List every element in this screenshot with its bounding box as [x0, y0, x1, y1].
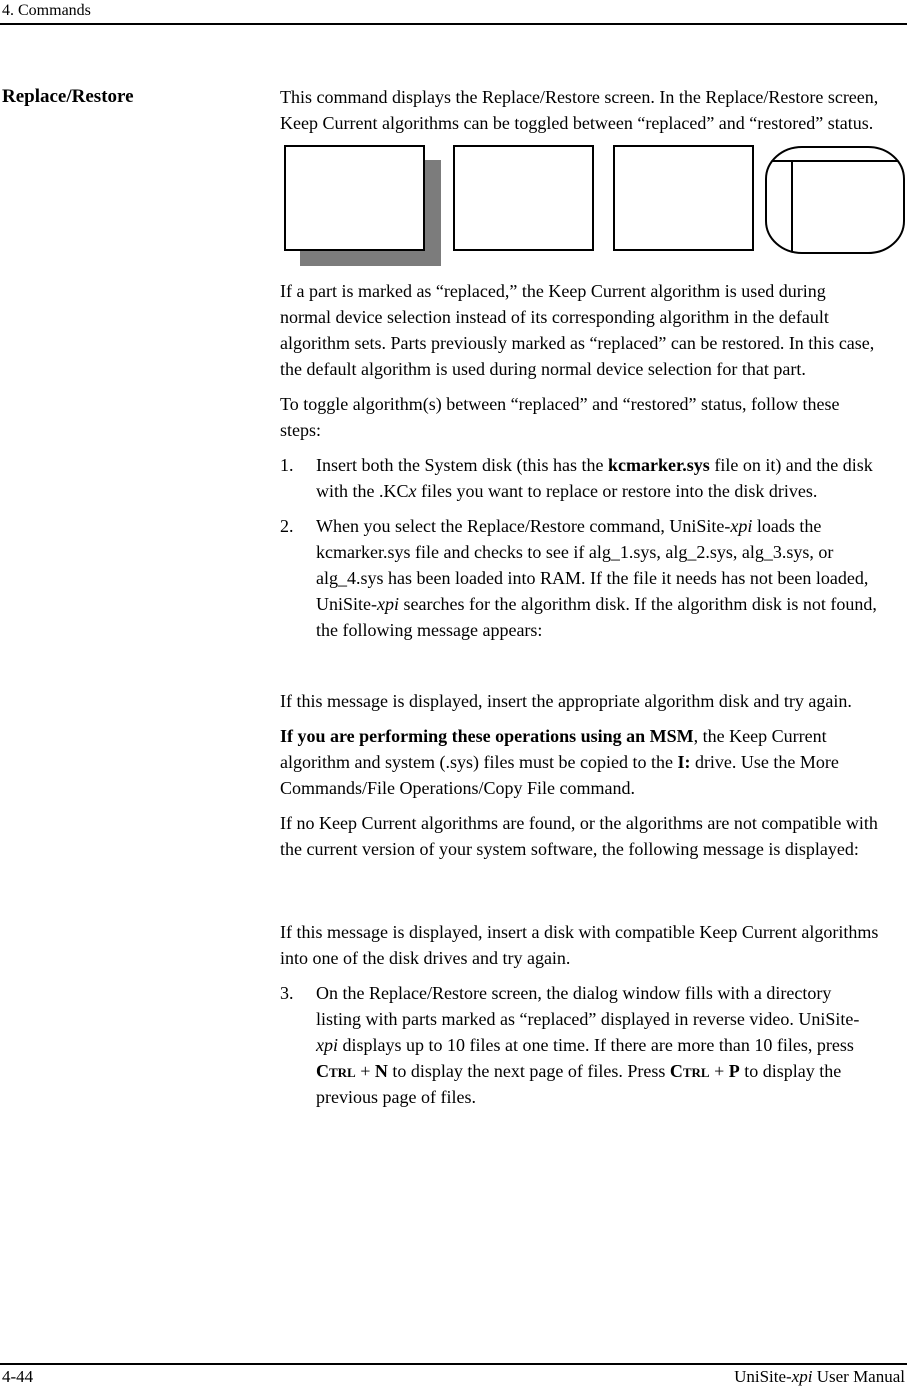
- running-header: [0, 0, 907, 25]
- msm-run-1: , the Keep Current algorithm and system (.sys) files must be copied to the: [280, 726, 827, 772]
- toggle-intro-paragraph: To toggle algorithm(s) between “replaced” and “restored” status, follow these steps:: [280, 394, 840, 440]
- no-keep-current-paragraph: If no Keep Current algorithms are found, or the algorithms are not compatible with the current version of your system software, the following message is displayed:: [280, 813, 878, 859]
- step-2-text: [316, 513, 880, 643]
- message-placeholder-2: [280, 871, 880, 919]
- step-3-xpi-italic: xpi: [316, 1035, 338, 1055]
- shadowed-panel-graphic: [284, 145, 425, 251]
- step-3-run-10: to display the previous page of files.: [316, 1061, 842, 1107]
- manual-title: [734, 1367, 905, 1387]
- manual-title-xpi-italic: xpi: [791, 1367, 813, 1386]
- step-3-run-2: displays up to 10 files at one time. If there are more than 10 files, press: [338, 1035, 854, 1055]
- manual-title-run-0: UniSite-: [734, 1367, 792, 1386]
- step-3-run-6: to display the next page of files. Press: [387, 1061, 670, 1081]
- screen-panels-graphic: [280, 145, 902, 268]
- plain-panel-graphic-2: [613, 145, 754, 251]
- step-1-run-0: Insert both the System disk (this has the: [316, 455, 608, 475]
- step-1: [280, 452, 880, 504]
- step-1-run-4: files you want to replace or restore into the disk drives.: [416, 481, 818, 501]
- step-3-run-8: +: [709, 1061, 729, 1081]
- running-footer: [0, 1363, 907, 1389]
- step-2-run-2: loads the kcmarker.sys file and checks to see if alg_1.sys, alg_2.sys, alg_3.sys, or alg_4.sys has been loaded into RAM. If the file it needs has not been loaded, UniSite-: [316, 516, 869, 614]
- body-column: [280, 84, 880, 1119]
- page-number: 4-44: [2, 1367, 34, 1386]
- step-2-number: 2.: [280, 516, 294, 536]
- msm-drive-bold: I:: [677, 752, 691, 772]
- step-3-n-key: N: [374, 1061, 388, 1081]
- msm-run-3: drive. Use the More Commands/File Operations/Copy File command.: [280, 752, 839, 798]
- step-3-text: [316, 980, 880, 1110]
- rounded-panel-graphic: [764, 145, 906, 255]
- step-1-run-2: file on it) and the disk with the .KC: [316, 455, 873, 501]
- step-1-x-italic: x: [408, 481, 417, 501]
- step-3-run-4: +: [355, 1061, 375, 1081]
- command-heading: Replace/Restore: [2, 86, 134, 107]
- step-2: [280, 513, 880, 643]
- replaced-explanation-paragraph: If a part is marked as “replaced,” the Keep Current algorithm is used during normal device selection instead of its corresponding algorithm in the default algorithm sets. Parts previously marked as “replaced” can be restored. In this case, the default algorithm is used during normal device selection for that part.: [280, 281, 875, 379]
- step-3-ctrl-key-1: Ctrl: [316, 1061, 356, 1081]
- step-3-run-0: On the Replace/Restore screen, the dialog window fills with a directory listing with parts marked as “replaced” displayed in reverse video. UniSite-: [316, 983, 860, 1029]
- step-2-xpi-italic-1: xpi: [730, 516, 753, 536]
- step-1-number: 1.: [280, 455, 294, 475]
- plain-panel-graphic-1: [453, 145, 594, 251]
- msm-bold-lead: If you are performing these operations using an MSM: [280, 726, 694, 746]
- margin-column: [2, 84, 280, 110]
- message-placeholder-1: [280, 652, 880, 688]
- step-3-p-key: P: [728, 1061, 740, 1081]
- page-content: [2, 84, 880, 1119]
- intro-paragraph: This command displays the Replace/Restore screen. In the Replace/Restore screen, Keep Current algorithms can be toggled between “replaced” and “restored” status.: [280, 87, 879, 133]
- msm-note-paragraph: [280, 723, 880, 801]
- compatible-disk-note-paragraph: If this message is displayed, insert a disk with compatible Keep Current algorithms into one of the disk drives and try again.: [280, 922, 879, 968]
- algorithm-disk-note-paragraph: If this message is displayed, insert the appropriate algorithm disk and try again.: [280, 691, 852, 711]
- step-1-text: [316, 452, 880, 504]
- step-2-run-4: searches for the algorithm disk. If the algorithm disk is not found, the following message appears:: [316, 594, 877, 640]
- step-3-ctrl-key-2: Ctrl: [669, 1061, 710, 1081]
- step-2-xpi-italic-2: xpi: [377, 594, 399, 614]
- manual-title-run-2: User Manual: [812, 1367, 905, 1386]
- step-3: [280, 980, 880, 1110]
- section-title: 4. Commands: [2, 2, 91, 19]
- step-1-filename-bold: kcmarker.sys: [607, 455, 710, 475]
- step-3-number: 3.: [280, 983, 294, 1003]
- step-2-run-0: When you select the Replace/Restore command, UniSite-: [316, 516, 731, 536]
